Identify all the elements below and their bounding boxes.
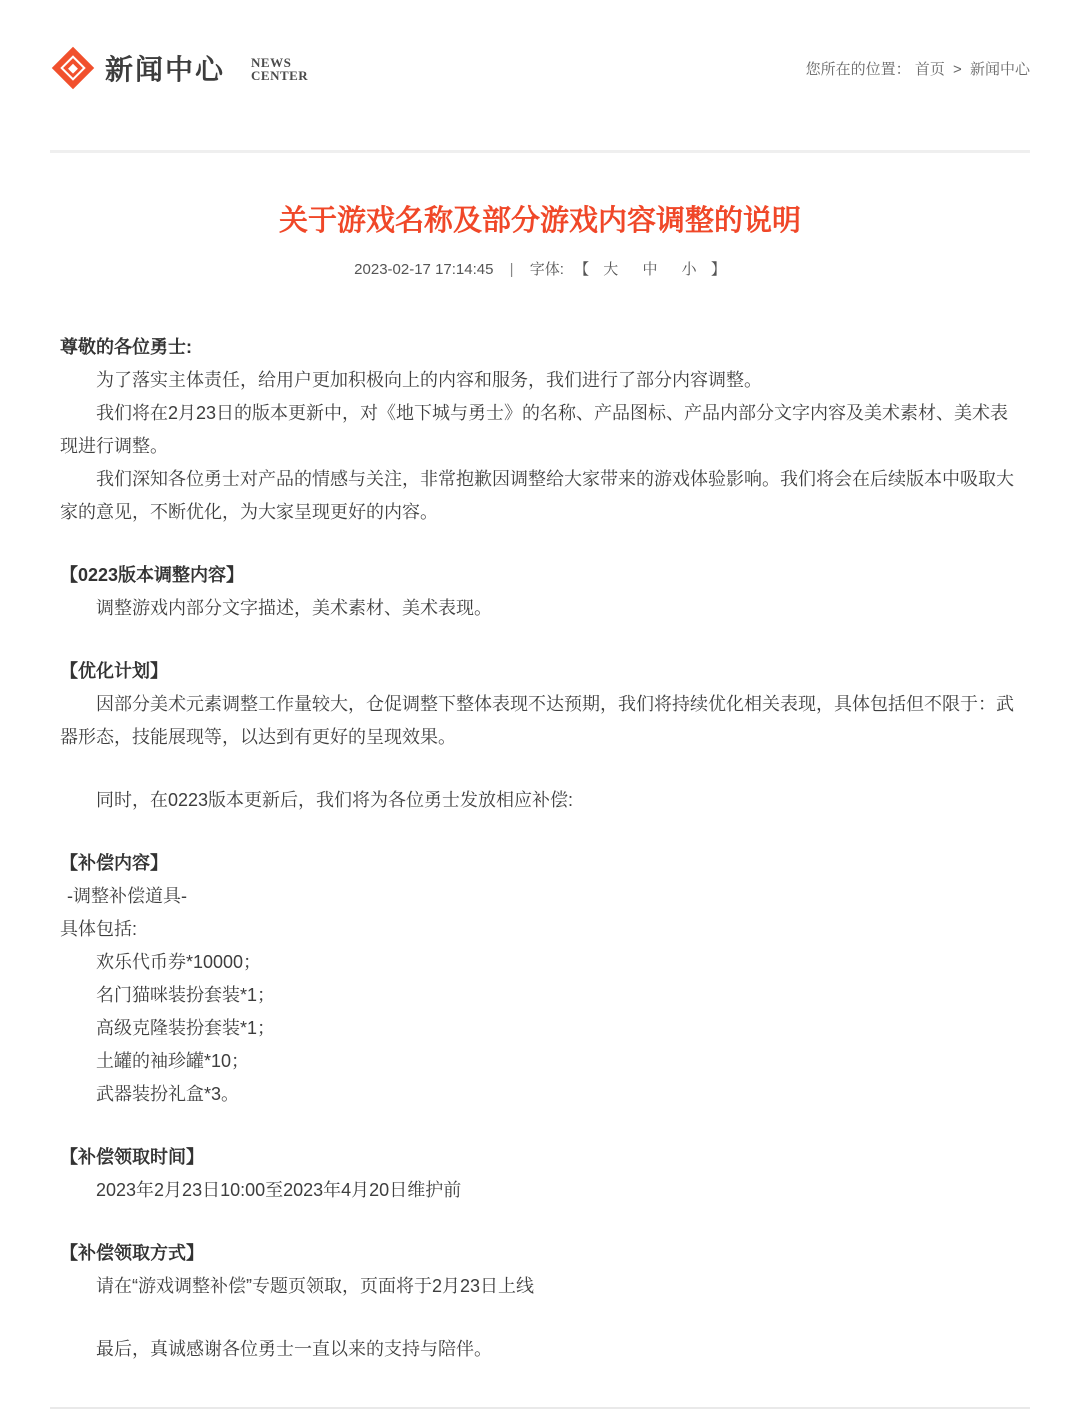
article-meta [50, 258, 1030, 279]
article-paragraph: 2023年2月23日10:00至2023年4月20日维护前 [96, 1180, 462, 1201]
meta-separator: | [509, 261, 514, 279]
site-logo-link[interactable] [50, 46, 225, 90]
page-header [50, 0, 1030, 90]
article-paragraph: 我们将在2月23日的版本更新中，对《地下城与勇士》的名称、产品图标、产品内部分文字内容及美术素材、美术表现进行调整。 [60, 403, 1009, 457]
article-paragraph: 武器装扮礼盒*3。 [96, 1084, 240, 1105]
article-paragraph: 【补偿内容】 [60, 853, 168, 874]
article-paragraph: 具体包括: [60, 919, 138, 940]
header-divider [50, 150, 1030, 153]
font-option-small[interactable]: 小 [681, 261, 697, 279]
breadcrumb-label: 您所在的位置： [805, 60, 911, 78]
site-subtitle-line1: NEWS [251, 55, 292, 70]
font-option-large[interactable]: 大 [603, 261, 619, 279]
footer-divider [50, 1407, 1030, 1409]
page-title: 关于游戏名称及部分游戏内容调整的说明 [278, 205, 801, 237]
article-paragraph: 【补偿领取时间】 [60, 1147, 204, 1168]
article-paragraph: 【优化计划】 [60, 661, 168, 682]
article-paragraph: 【补偿领取方式】 [60, 1243, 204, 1264]
article-paragraph: 请在“游戏调整补偿”专题页领取，页面将于2月23日上线 [96, 1276, 535, 1297]
article-paragraph: 高级克隆装扮套装*1； [96, 1018, 276, 1039]
article-paragraph: -调整补偿道具- [67, 886, 187, 907]
article-paragraph: 为了落实主体责任，给用户更加积极向上的内容和服务，我们进行了部分内容调整。 [96, 370, 762, 391]
article-paragraph: 尊敬的各位勇士: [60, 337, 192, 358]
article-body [50, 331, 1030, 1366]
site-subtitle-line2: CENTER [251, 68, 309, 83]
diamond-logo-icon [52, 47, 94, 89]
site-title[interactable]: 新闻中心 [105, 54, 226, 85]
article-paragraph: 【0223版本调整内容】 [60, 565, 245, 586]
breadcrumb-home-link[interactable]: 首页 [914, 60, 945, 78]
article-paragraph: 欢乐代币券*10000； [96, 952, 262, 973]
article-paragraph: 土罐的袖珍罐*10； [96, 1051, 250, 1072]
article-paragraph: 调整游戏内部分文字描述，美术素材、美术表现。 [96, 598, 492, 619]
article-paragraph: 名门猫咪装扮套装*1； [96, 985, 276, 1006]
article-paragraph: 同时，在0223版本更新后，我们将为各位勇士发放相应补偿: [96, 790, 574, 811]
font-bracket-close: 】 [710, 261, 726, 279]
article-paragraph: 因部分美术元素调整工作量较大，仓促调整下整体表现不达预期，我们将持续优化相关表现，具体包括但不限于：武器形态，技能展现等，以达到有更好的呈现效果。 [60, 694, 1014, 748]
publish-time: 2023-02-17 17:14:45 [354, 261, 494, 279]
diamond-logo-dot [68, 63, 78, 73]
breadcrumb-separator: > [953, 60, 962, 78]
breadcrumb-current-link[interactable]: 新闻中心 [969, 60, 1030, 78]
font-size-label: 字体: [529, 261, 564, 279]
article-paragraph: 我们深知各位勇士对产品的情感与关注，非常抱歉因调整给大家带来的游戏体验影响。我们将会在后续版本中吸取大家的意见，不断优化，为大家呈现更好的内容。 [60, 469, 1014, 523]
breadcrumb [806, 58, 1030, 79]
article-paragraph: 最后，真诚感谢各位勇士一直以来的支持与陪伴。 [96, 1339, 492, 1360]
site-subtitle [251, 54, 308, 82]
diamond-logo-inner [60, 55, 85, 80]
font-bracket-open: 【 [574, 261, 590, 279]
font-option-medium[interactable]: 中 [642, 261, 658, 279]
